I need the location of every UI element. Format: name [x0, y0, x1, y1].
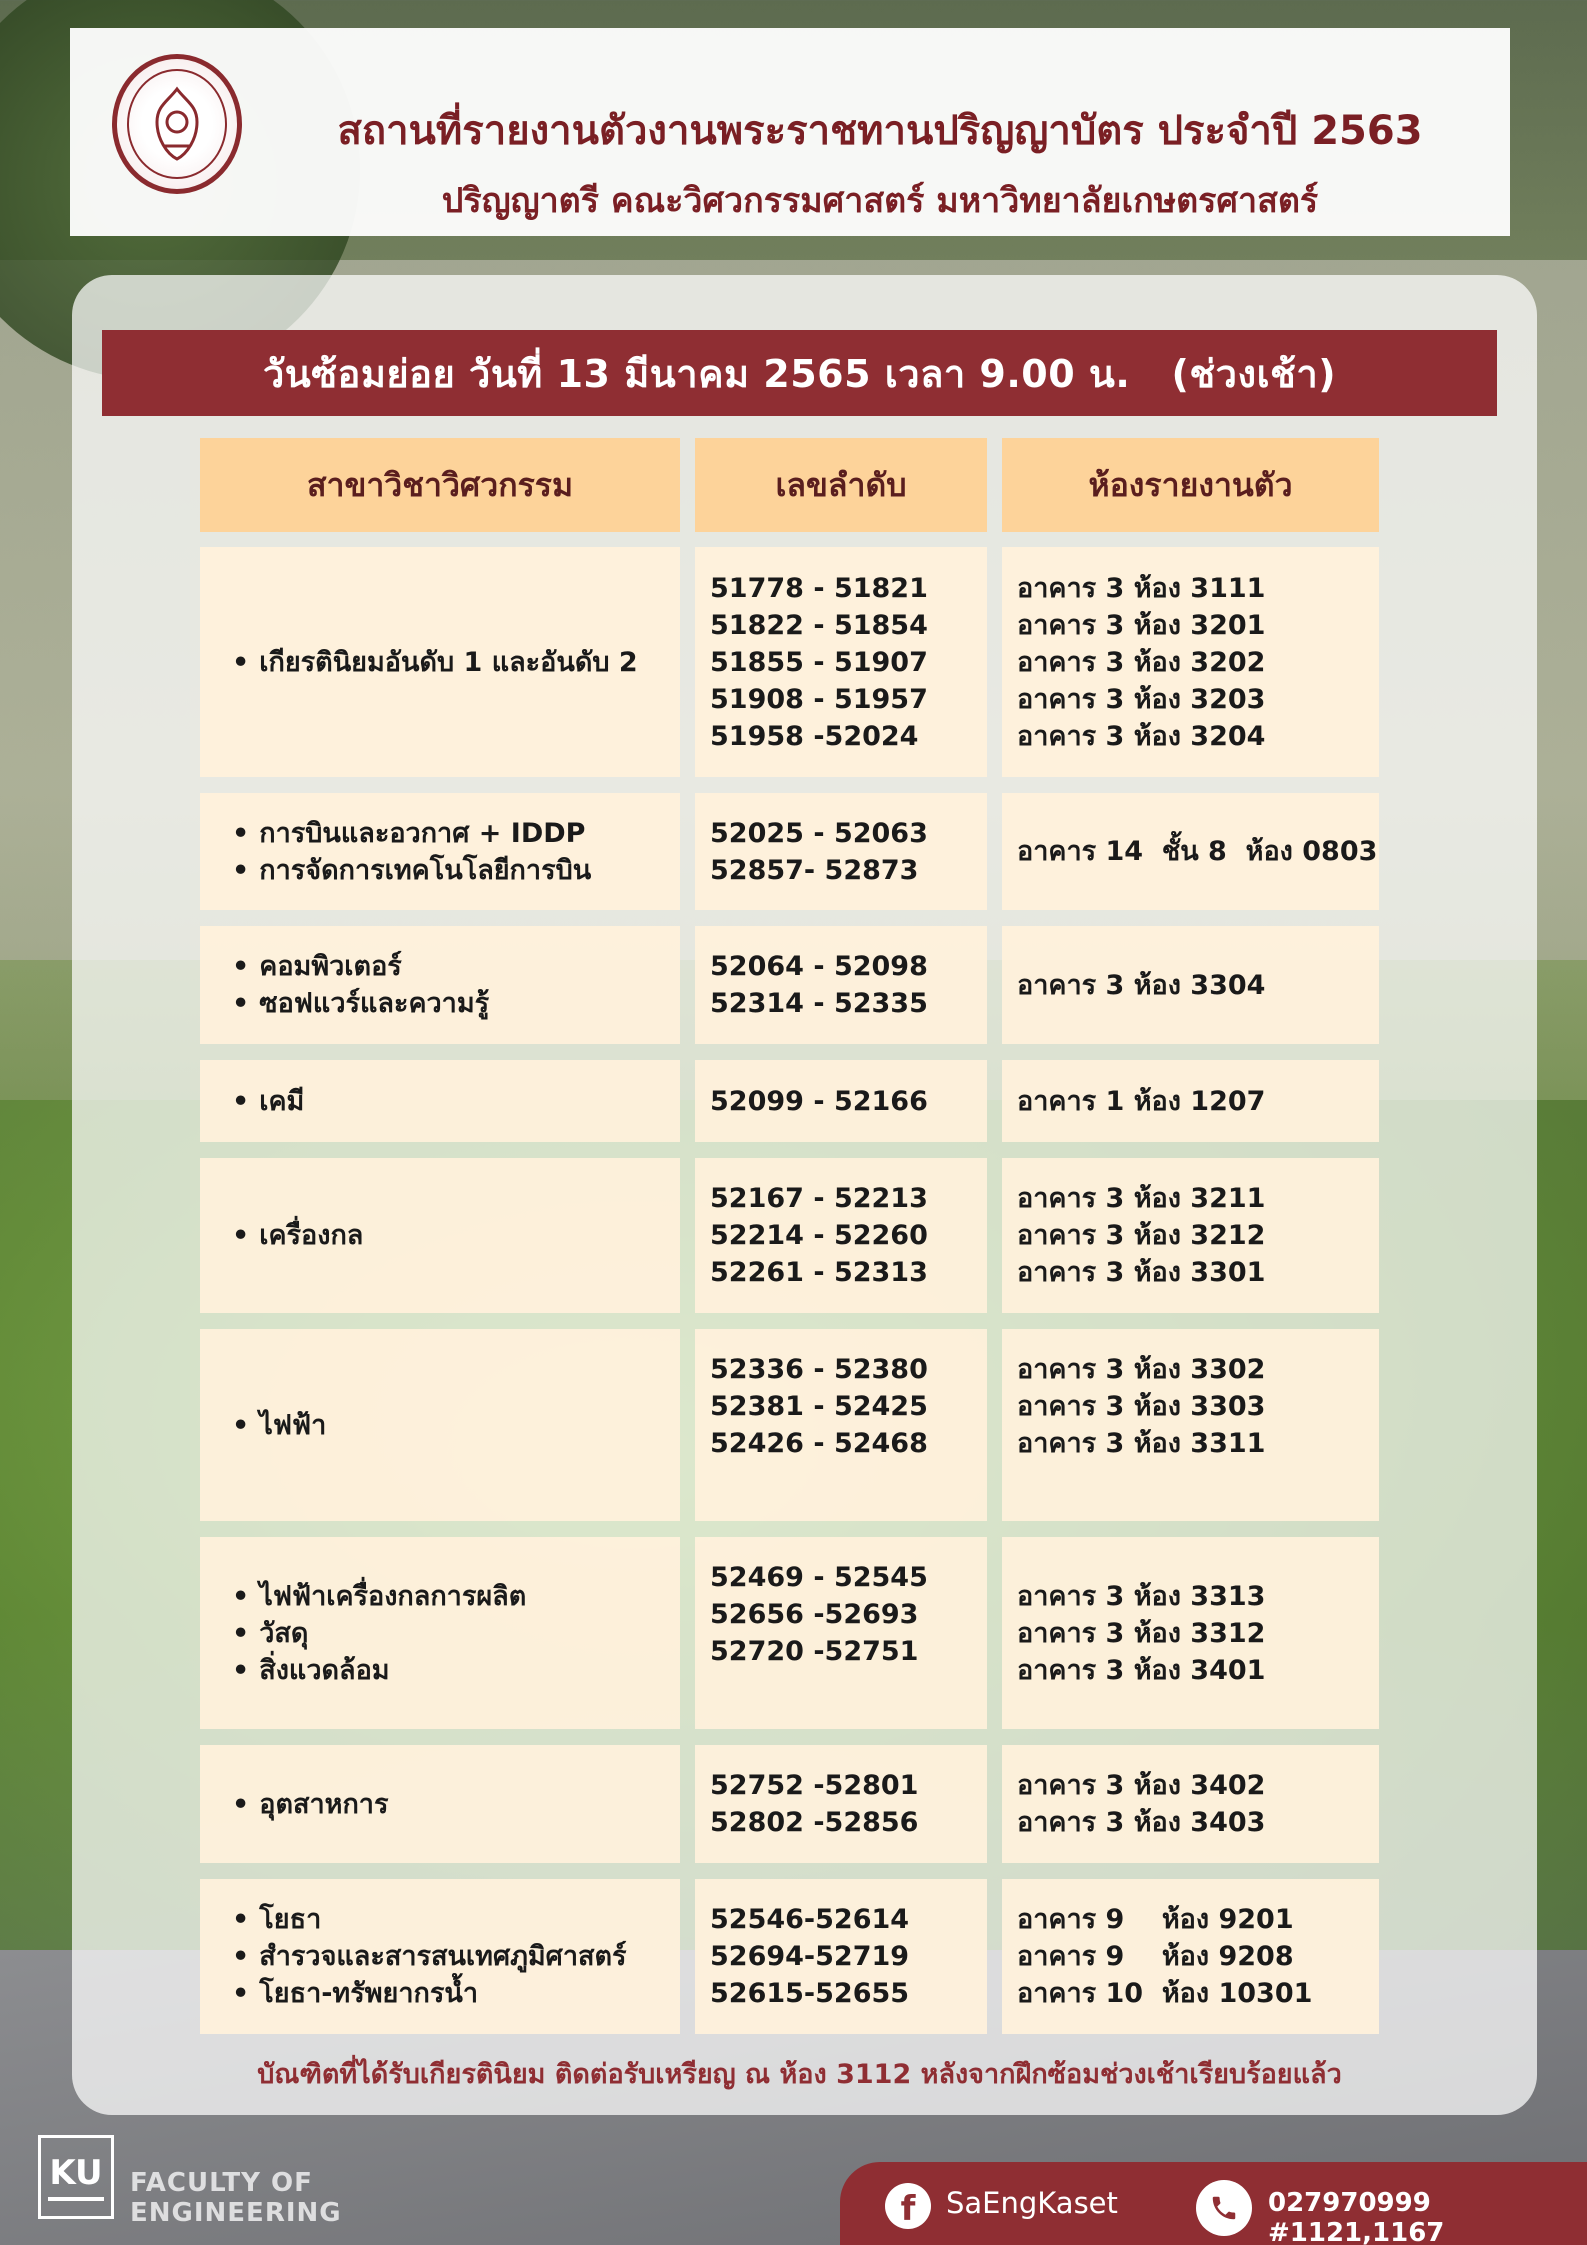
table-row-numbers: [695, 547, 987, 777]
room-location: อาคาร 1 ห้อง 1207: [1017, 1085, 1266, 1117]
faculty-wordmark-line2: ENGINEERING: [130, 2198, 342, 2228]
major-item: • โยธา-ทรัพยากรน้ำ: [232, 1975, 680, 2012]
room-location: อาคาร 3 ห้อง 3401: [1017, 1654, 1266, 1686]
room-location: อาคาร 9 ห้อง 9201: [1017, 1904, 1294, 1935]
major-item: • เครื่องกล: [232, 1217, 680, 1254]
table-row-major: [200, 793, 680, 910]
room-location: อาคาร 3 ห้อง 3311: [1017, 1428, 1266, 1459]
number-range: 52381 - 52425: [710, 1391, 928, 1422]
table-row-rooms: [1002, 547, 1379, 777]
major-item: • การบินและอวกาศ + IDDP: [232, 815, 680, 852]
major-item: • ซอฟแวร์และความรู้: [232, 985, 680, 1022]
column-header-number: [695, 438, 987, 532]
schedule-banner: [102, 330, 1497, 416]
major-item: • สำรวจและสารสนเทศภูมิศาสตร์: [232, 1938, 680, 1975]
major-item: • โยธา: [232, 1901, 680, 1938]
room-location: อาคาร 3 ห้อง 3111: [1017, 572, 1266, 604]
number-range: 52064 - 52098: [710, 951, 928, 982]
room-location: อาคาร 3 ห้อง 3202: [1017, 646, 1266, 678]
major-item: • คอมพิวเตอร์: [232, 948, 680, 985]
major-item: • วัสดุ: [232, 1615, 680, 1652]
number-range: 51778 - 51821: [710, 572, 928, 604]
phone-number[interactable]: 027970999 #1121,1167: [1268, 2188, 1445, 2245]
faculty-seal-logo: [112, 54, 242, 194]
number-range: 52214 - 52260: [710, 1220, 928, 1251]
header-card: [70, 28, 1510, 236]
faculty-wordmark-line1: FACULTY OF: [130, 2168, 313, 2198]
number-range: 52857- 52873: [710, 854, 919, 886]
table-row-rooms: [1002, 793, 1379, 910]
major-item: • ไฟฟ้า: [232, 1407, 680, 1444]
table-row-major: [200, 926, 680, 1044]
ku-logo-text: KU: [49, 2153, 103, 2193]
number-range: 52694-52719: [710, 1941, 910, 1972]
table-row-rooms: [1002, 1060, 1379, 1142]
room-location: อาคาร 3 ห้อง 3302: [1017, 1354, 1266, 1385]
room-location: อาคาร 14 ชั้น 8 ห้อง 0803: [1017, 836, 1378, 867]
table-row-rooms: [1002, 1745, 1379, 1863]
phone-icon: [1196, 2180, 1252, 2236]
number-range: 52261 - 52313: [710, 1257, 928, 1288]
table-row-major: [200, 1537, 680, 1729]
table-row-numbers: [695, 1329, 987, 1521]
number-range: 52314 - 52335: [710, 988, 928, 1019]
table-row-rooms: [1002, 1158, 1379, 1313]
table-row-numbers: [695, 1158, 987, 1313]
column-header-major: [200, 438, 680, 532]
ku-logo-bar: [48, 2197, 104, 2201]
column-header-number-label: เลขลำดับ: [775, 465, 907, 504]
table-row-numbers: [695, 926, 987, 1044]
table-row-rooms: [1002, 926, 1379, 1044]
number-range: 51855 - 51907: [710, 646, 928, 678]
room-location: อาคาร 3 ห้อง 3211: [1017, 1183, 1266, 1214]
table-row-numbers: [695, 1060, 987, 1142]
room-location: อาคาร 3 ห้อง 3204: [1017, 720, 1266, 752]
number-range: 51908 - 51957: [710, 683, 928, 715]
number-range: 51958 -52024: [710, 720, 919, 752]
facebook-handle[interactable]: SaEngKaset: [946, 2186, 1118, 2220]
number-range: 52469 - 52545: [710, 1562, 928, 1593]
major-item: • การจัดการเทคโนโลยีการบิน: [232, 852, 680, 889]
facebook-icon: f: [885, 2183, 931, 2229]
honors-footnote: บัณฑิตที่ได้รับเกียรตินิยม ติดต่อรับเหรียญ ณ ห้อง 3112 หลังจากฝึกซ้อมช่วงเช้าเรียบร้อยแล้ว: [257, 2059, 1342, 2090]
table-row-rooms: [1002, 1537, 1379, 1729]
room-location: อาคาร 3 ห้อง 3304: [1017, 969, 1266, 1001]
table-row-numbers: [695, 1879, 987, 2034]
number-range: 52167 - 52213: [710, 1183, 928, 1214]
room-location: อาคาร 3 ห้อง 3402: [1017, 1770, 1266, 1801]
number-range: 52099 - 52166: [710, 1085, 928, 1117]
room-location: อาคาร 3 ห้อง 3312: [1017, 1617, 1266, 1649]
table-row-major: [200, 1879, 680, 2034]
number-range: 52615-52655: [710, 1978, 910, 2009]
room-location: อาคาร 3 ห้อง 3313: [1017, 1580, 1266, 1612]
major-item: • เคมี: [232, 1083, 680, 1120]
number-range: 52802 -52856: [710, 1807, 919, 1838]
table-row-major: [200, 1329, 680, 1521]
room-location: อาคาร 9 ห้อง 9208: [1017, 1941, 1294, 1972]
table-row-major: [200, 1745, 680, 1863]
table-row-major: [200, 1060, 680, 1142]
table-row-numbers: [695, 1745, 987, 1863]
schedule-banner-text: วันซ้อมย่อย วันที่ 13 มีนาคม 2565 เวลา 9.00 น. (ช่วงเช้า): [262, 351, 1337, 396]
room-location: อาคาร 3 ห้อง 3212: [1017, 1220, 1266, 1251]
room-location: อาคาร 3 ห้อง 3303: [1017, 1391, 1266, 1422]
major-item: • สิ่งแวดล้อม: [232, 1652, 680, 1689]
table-row-major: [200, 547, 680, 777]
table-row-rooms: [1002, 1329, 1379, 1521]
number-range: 52426 - 52468: [710, 1428, 928, 1459]
room-location: อาคาร 3 ห้อง 3301: [1017, 1257, 1266, 1288]
table-row-major: [200, 1158, 680, 1313]
room-location: อาคาร 3 ห้อง 3203: [1017, 683, 1266, 715]
column-header-room-label: ห้องรายงานตัว: [1088, 465, 1293, 504]
room-location: อาคาร 10 ห้อง 10301: [1017, 1978, 1313, 2009]
table-row-numbers: [695, 1537, 987, 1729]
room-location: อาคาร 3 ห้อง 3201: [1017, 609, 1266, 641]
column-header-major-label: สาขาวิชาวิศวกรรม: [306, 465, 574, 504]
number-range: 52752 -52801: [710, 1770, 919, 1801]
number-range: 51822 - 51854: [710, 609, 928, 641]
number-range: 52546-52614: [710, 1904, 910, 1935]
room-location: อาคาร 3 ห้อง 3403: [1017, 1807, 1266, 1838]
seal-emblem-icon: [142, 84, 212, 164]
number-range: 52720 -52751: [710, 1636, 919, 1667]
phone-glyph-icon: [1209, 2193, 1239, 2223]
page-subtitle: ปริญญาตรี คณะวิศวกรรมศาสตร์ มหาวิทยาลัยเกษตรศาสตร์: [441, 181, 1319, 221]
number-range: 52336 - 52380: [710, 1354, 928, 1385]
table-row-numbers: [695, 793, 987, 910]
column-header-room: [1002, 438, 1379, 532]
number-range: 52025 - 52063: [710, 817, 928, 849]
major-item: • เกียรตินิยมอันดับ 1 และอันดับ 2: [232, 644, 680, 681]
major-item: • อุตสาหการ: [232, 1786, 680, 1823]
table-row-rooms: [1002, 1879, 1379, 2034]
page-title: สถานที่รายงานตัวงานพระราชทานปริญญาบัตร ประจำปี 2563: [337, 108, 1423, 154]
ku-logo: [38, 2135, 114, 2219]
major-item: • ไฟฟ้าเครื่องกลการผลิต: [232, 1578, 680, 1615]
faculty-wordmark: [130, 2168, 342, 2228]
number-range: 52656 -52693: [710, 1599, 919, 1630]
